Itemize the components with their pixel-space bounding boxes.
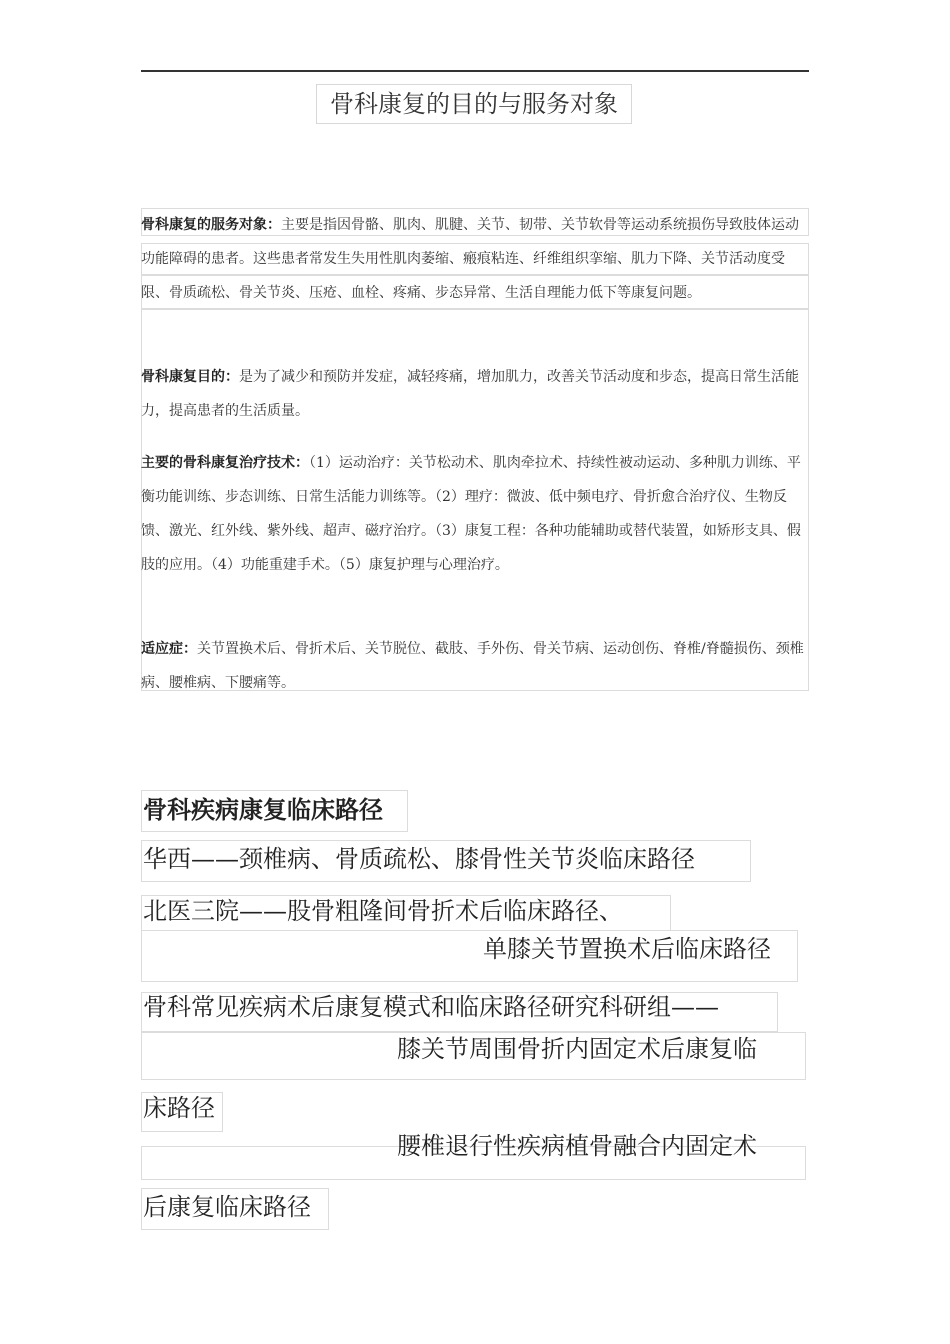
header-rule bbox=[141, 70, 809, 72]
rehab-techniques-text: （1）运动治疗：关节松动术、肌肉牵拉术、持续性被动运动、多种肌力训练、平衡功能训练、步态训练、日常生活能力训练等。（2）理疗：微波、低中频电疗、骨折愈合治疗仪、生物反馈、激光、红外线、紫外线、超声、磁疗治疗。（3）康复工程：各种功能辅助或替代装置，如矫形支具、假肢的应用。（4）功能重建手术。（5）康复护理与心理治疗。 bbox=[141, 455, 801, 573]
pathway-line-lumbar-cont: 后康复临床路径 bbox=[143, 1193, 311, 1221]
rehab-purpose-paragraph bbox=[141, 360, 809, 428]
rehab-purpose-label: 骨科康复目的： bbox=[141, 369, 239, 385]
indications-text: 关节置换术后、骨折术后、关节脱位、截肢、手外伤、骨关节病、运动创伤、脊椎/脊髓损伤、颈椎病、腰椎病、下腰痛等。 bbox=[141, 641, 804, 691]
rehab-techniques-label: 主要的骨科康复治疗技术： bbox=[141, 455, 309, 471]
service-target-text: 主要是指因骨骼、肌肉、肌腱、关节、韧带、关节软骨等运动系统损伤导致肢体运动功能障碍的患者。这些患者常发生失用性肌肉萎缩、瘢痕粘连、纤维组织挛缩、肌力下降、关节活动度受限、骨质疏松、骨关节炎、压疮、血栓、疼痛、步态异常、生活自理能力低下等康复问题。 bbox=[141, 217, 799, 301]
pathway-line-beiyi: 北医三院——股骨粗隆间骨折术后临床路径、 bbox=[143, 897, 623, 925]
rehab-techniques-paragraph bbox=[141, 446, 809, 582]
page-title: 骨科康复的目的与服务对象 bbox=[316, 84, 632, 124]
pathway-heading: 骨科疾病康复临床路径 bbox=[143, 795, 383, 824]
pathway-line-knee: 单膝关节置换术后临床路径 bbox=[483, 935, 771, 963]
pathway-line-huaxi: 华西——颈椎病、骨质疏松、膝骨性关节炎临床路径 bbox=[143, 845, 695, 873]
service-target-label: 骨科康复的服务对象： bbox=[141, 217, 281, 233]
rehab-purpose-text: 是为了减少和预防并发症，减轻疼痛，增加肌力，改善关节活动度和步态，提高日常生活能力，提高患者的生活质量。 bbox=[141, 369, 799, 419]
pathway-line-knee-fracture-cont: 床路径 bbox=[143, 1094, 215, 1122]
service-target-paragraph bbox=[141, 208, 809, 310]
pathway-line-lumbar: 腰椎退行性疾病植骨融合内固定术 bbox=[397, 1132, 757, 1160]
indications-label: 适应症： bbox=[141, 641, 197, 657]
indications-paragraph bbox=[141, 632, 809, 700]
pathway-line-knee-fracture: 膝关节周围骨折内固定术后康复临 bbox=[397, 1035, 757, 1063]
pathway-line-research: 骨科常见疾病术后康复模式和临床路径研究科研组—— bbox=[143, 993, 719, 1021]
